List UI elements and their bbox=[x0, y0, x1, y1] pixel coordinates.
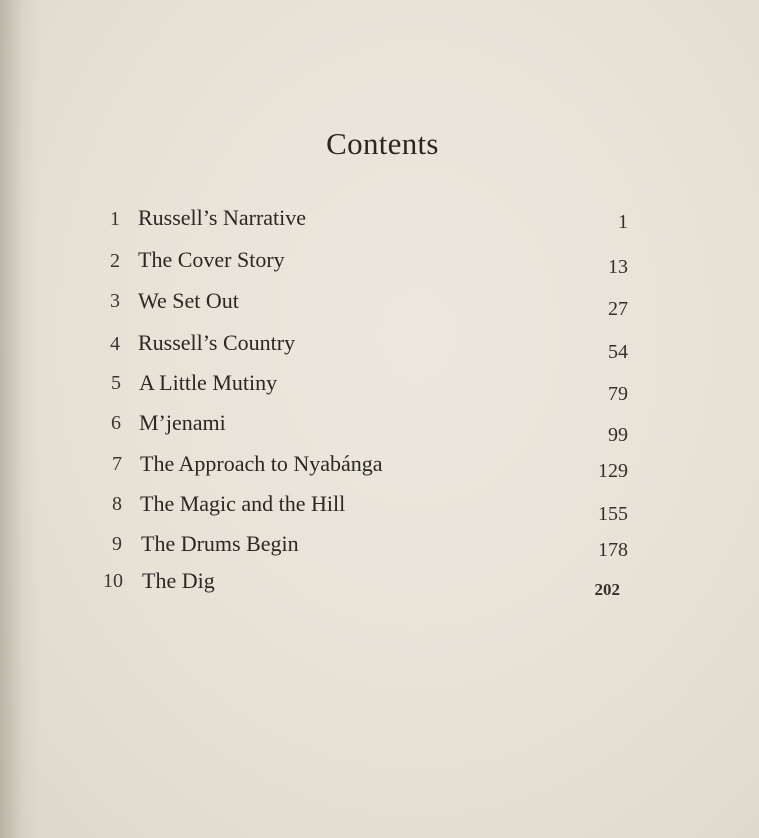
chapter-page-number: 54 bbox=[608, 341, 628, 363]
toc-entry bbox=[0, 451, 759, 481]
toc-entry bbox=[0, 491, 759, 525]
chapter-number: 1 bbox=[110, 208, 120, 230]
toc-entry bbox=[0, 531, 759, 561]
chapter-number: 9 bbox=[112, 533, 122, 555]
chapter-page-number: 202 bbox=[594, 580, 620, 599]
chapter-page-number: 99 bbox=[608, 424, 628, 446]
chapter-title: M’jenami bbox=[139, 410, 226, 435]
chapter-number: 6 bbox=[111, 412, 121, 434]
chapter-page-number: 27 bbox=[608, 298, 628, 320]
toc-entry bbox=[0, 288, 759, 318]
toc-entry bbox=[0, 370, 759, 405]
chapter-title: The Magic and the Hill bbox=[140, 491, 346, 516]
chapter-number: 5 bbox=[111, 372, 121, 394]
chapter-number: 8 bbox=[112, 493, 122, 515]
chapter-page-number: 129 bbox=[598, 460, 628, 482]
chapter-title: Russell’s Country bbox=[138, 330, 296, 355]
chapter-number: 3 bbox=[110, 290, 120, 312]
chapter-number: 2 bbox=[110, 250, 120, 272]
chapter-number: 4 bbox=[110, 333, 120, 355]
chapter-title: The Drums Begin bbox=[141, 531, 299, 556]
toc-entry bbox=[0, 330, 759, 363]
contents-heading: Contents bbox=[326, 126, 439, 161]
chapter-title: The Approach to Nyabánga bbox=[140, 451, 383, 476]
chapter-number: 10 bbox=[103, 570, 123, 592]
chapter-page-number: 13 bbox=[608, 256, 628, 278]
chapter-page-number: 155 bbox=[598, 503, 628, 525]
toc-entry bbox=[0, 247, 759, 277]
chapter-page-number: 1 bbox=[618, 211, 628, 233]
chapter-page-number: 79 bbox=[608, 383, 628, 405]
chapter-title: We Set Out bbox=[138, 288, 239, 313]
chapter-number: 7 bbox=[112, 453, 122, 475]
toc-entry bbox=[0, 568, 759, 598]
toc-entry bbox=[0, 205, 759, 235]
chapter-title: The Cover Story bbox=[138, 247, 285, 272]
toc-entry bbox=[0, 410, 759, 446]
chapter-title: Russell’s Narrative bbox=[138, 205, 307, 230]
chapter-title: The Dig bbox=[142, 568, 215, 593]
chapter-page-number: 178 bbox=[598, 539, 628, 561]
chapter-title: A Little Mutiny bbox=[139, 370, 278, 395]
